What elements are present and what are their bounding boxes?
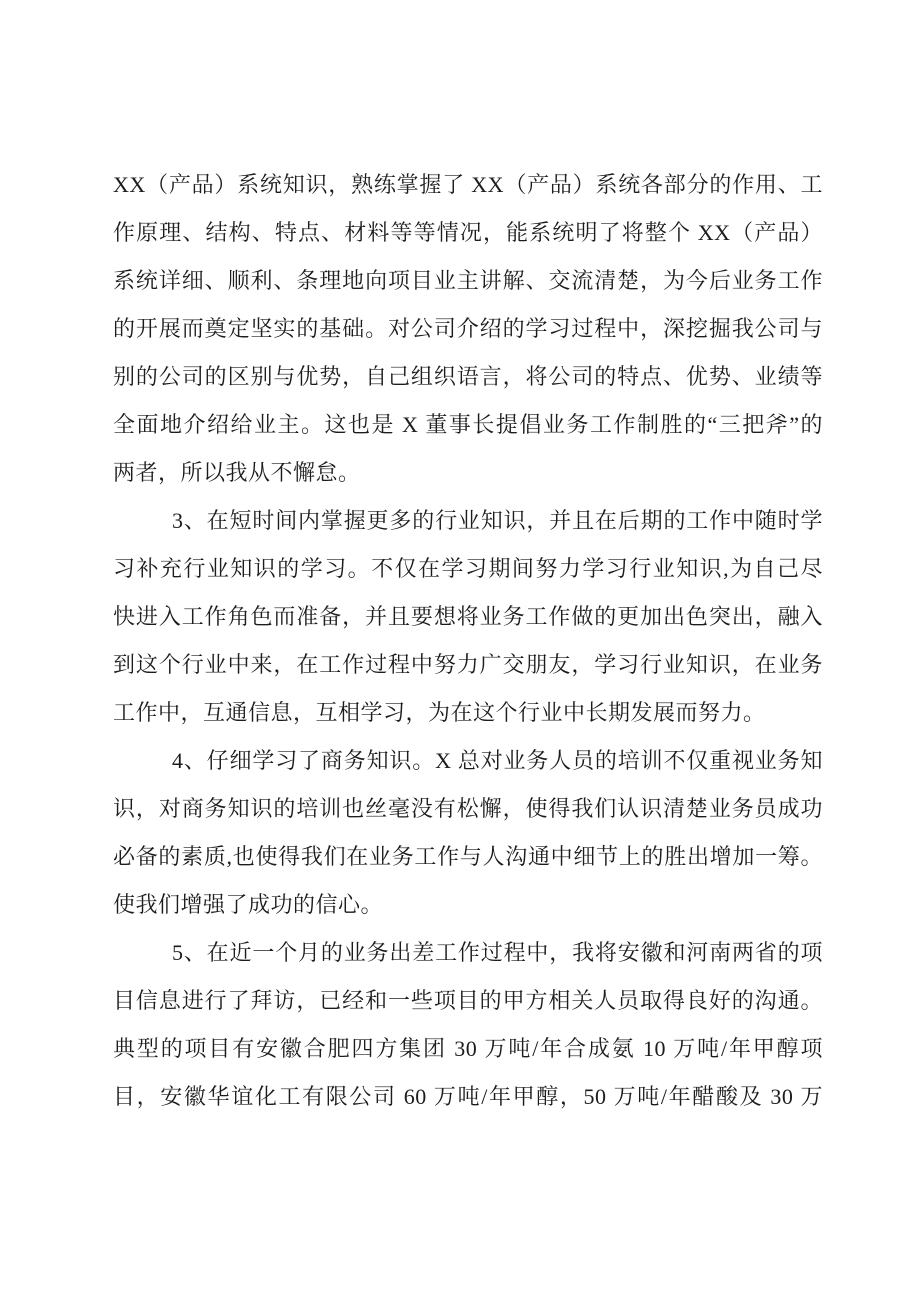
text-line: 别的公司的区别与优势，自己组织语言，将公司的特点、优势、业绩等 — [113, 364, 823, 389]
text-line: 目信息进行了拜访，已经和一些项目的甲方相关人员取得良好的沟通。 — [113, 988, 823, 1013]
document-text-block — [113, 161, 823, 1121]
text-line: 全面地介绍给业主。这也是 X 董事长提倡业务工作制胜的“三把斧”的 — [113, 412, 823, 437]
text-line: 作原理、结构、特点、材料等等情况，能系统明了将整个 XX（产品） — [113, 220, 823, 245]
text-line: 识，对商务知识的培训也丝毫没有松懈，使得我们认识清楚业务员成功 — [113, 796, 823, 821]
text-line: 典型的项目有安徽合肥四方集团 30 万吨/年合成氨 10 万吨/年甲醇项 — [113, 1036, 823, 1061]
text-line: XX（产品）系统知识，熟练掌握了 XX（产品）系统各部分的作用、工 — [113, 172, 823, 197]
paragraph — [113, 929, 823, 1121]
text-line: 工作中，互通信息，互相学习，为在这个行业中长期发展而努力。 — [113, 700, 766, 725]
paragraph — [113, 161, 823, 497]
text-line: 使我们增强了成功的信心。 — [113, 892, 384, 917]
text-line: 的开展而奠定坚实的基础。对公司介绍的学习过程中，深挖掘我公司与 — [113, 316, 823, 341]
text-line: 3、在短时间内掌握更多的行业知识，并且在后期的工作中随时学 — [172, 508, 823, 533]
text-line: 两者，所以我从不懈怠。 — [113, 460, 361, 485]
text-line: 快进入工作角色而准备，并且要想将业务工作做的更加出色突出，融入 — [113, 604, 823, 629]
text-line: 系统详细、顺利、条理地向项目业主讲解、交流清楚，为今后业务工作 — [113, 268, 823, 293]
text-line: 目，安徽华谊化工有限公司 60 万吨/年甲醇，50 万吨/年醋酸及 30 万 — [113, 1084, 823, 1109]
text-line: 4、仔细学习了商务知识。X 总对业务人员的培训不仅重视业务知 — [172, 748, 823, 773]
text-line: 习补充行业知识的学习。不仅在学习期间努力学习行业知识,为自己尽 — [113, 556, 823, 581]
paragraph — [113, 497, 823, 737]
text-line: 必备的素质,也使得我们在业务工作与人沟通中细节上的胜出增加一筹。 — [113, 844, 823, 869]
text-line: 5、在近一个月的业务出差工作过程中，我将安徽和河南两省的项 — [172, 940, 823, 965]
paragraph — [113, 737, 823, 929]
text-line: 到这个行业中来，在工作过程中努力广交朋友，学习行业知识，在业务 — [113, 652, 823, 677]
